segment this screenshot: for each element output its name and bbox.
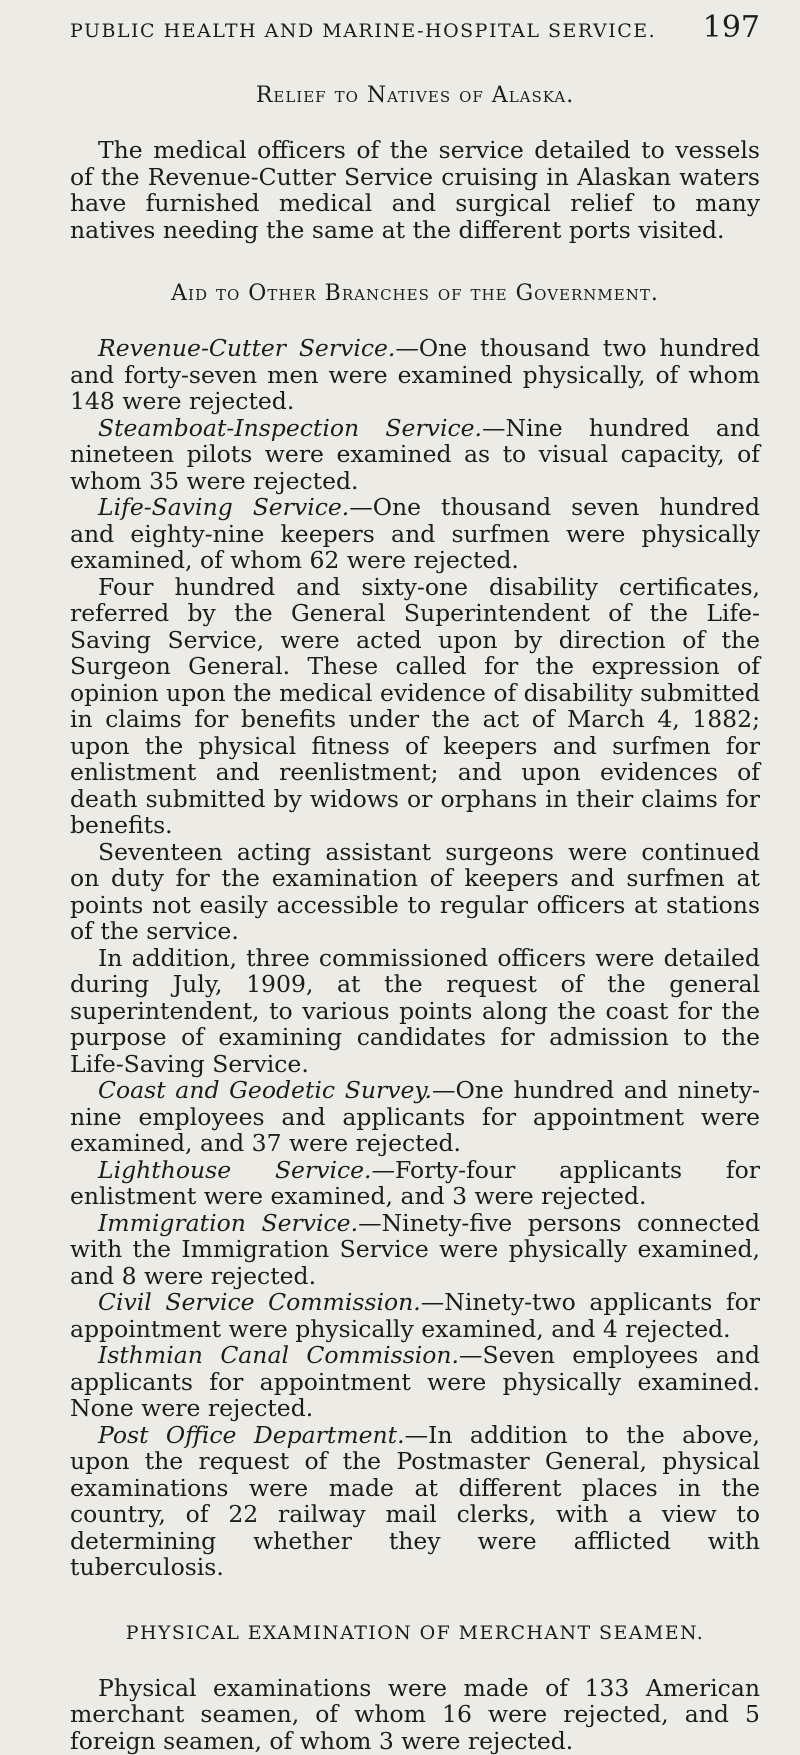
isthmian-text: —Seven employees and applicants for appointment were physically examined. None were rejected. [70, 1341, 760, 1422]
lighthouse-text: —Forty-four applicants for enlistment were examined, and 3 were rejected. [70, 1155, 760, 1210]
life-saving-paragraph [70, 494, 760, 574]
life-saving-text: —One thousand seven hundred and eighty-nine keepers and surfmen were physically examined, of whom 62 were rejected. [70, 493, 760, 574]
immigration-title: Immigration Service. [98, 1208, 359, 1237]
post-office-text: —In addition to the above, upon the request of the Postmaster General, physical examinations were made at different places in the country, of 22 railway mail clerks, with a view to determining whether they were afflicted with tuberculosis. [70, 1420, 761, 1581]
commissioned-officers-paragraph: In addition, three commissioned officers were detailed during July, 1909, at the request of the general superintendent, to various points along the coast for the purpose of examining candidates for admission to the Life-Saving Service. [70, 943, 760, 1078]
revenue-cutter-paragraph [70, 335, 760, 415]
immigration-text: —Ninety-five persons connected with the Immigration Service were physically examined, and 8 were rejected. [70, 1208, 760, 1290]
alaska-heading: Relief to Natives of Alaska. [255, 83, 575, 108]
civil-service-title: Civil Service Commission. [98, 1288, 421, 1316]
page-number: 197 [702, 10, 760, 45]
coast-survey-text: —One hundred and ninety-nine employees and applicants for appointment were examined, and 37 were rejected. [70, 1076, 760, 1157]
life-saving-title: Life-Saving Service. [98, 493, 350, 521]
civil-service-paragraph [70, 1289, 760, 1342]
certificates-paragraph: Four hundred and sixty-one disability certificates, referred by the General Superintendent of the Life-Saving Service, were acted upon by direction of the Surgeon General. These called for the expression of opinion upon the medical evidence of disability submitted in claims for benefits under the act of March 4, 1882; upon the physical fitness of keepers and surfmen for enlistment and reenlistment; and upon evidences of death submitted by widows or orphans in their claims for benefits. [70, 572, 760, 839]
post-office-title: Post Office Department. [98, 1420, 405, 1449]
revenue-cutter-title: Revenue-Cutter Service. [98, 334, 396, 362]
acting-surgeons-paragraph: Seventeen acting assistant surgeons were continued on duty for the examination of keepers and surfmen at points not easily accessible to regular officers at stations of the service. [70, 837, 760, 945]
running-head [70, 10, 760, 45]
steamboat-title: Steamboat-Inspection Service. [98, 413, 483, 442]
isthmian-title: Isthmian Canal Commission. [98, 1341, 460, 1369]
post-office-paragraph [70, 1422, 760, 1581]
civil-service-text: —Ninety-two applicants for appointment were physically examined, and 4 rejected. [70, 1288, 760, 1343]
lighthouse-paragraph [70, 1157, 760, 1210]
alaska-paragraph: The medical officers of the service detailed to vessels of the Revenue-Cutter Service cruising in Alaskan waters have furnished medical and surgical relief to many natives needing the same at the different ports visited. [70, 136, 760, 244]
seamen-paragraph: Physical examinations were made of 133 American merchant seamen, of whom 16 were rejected, and 5 foreign seamen, of whom 3 were rejected. [70, 1673, 760, 1755]
government-heading: Aid to Other Branches of the Government. [171, 281, 659, 306]
revenue-cutter-text: —One thousand two hundred and forty-seven men were examined physically, of whom 148 were rejected. [70, 334, 760, 415]
running-title: PUBLIC HEALTH AND MARINE-HOSPITAL SERVICE. [70, 20, 657, 42]
steamboat-paragraph [70, 415, 760, 495]
steamboat-text: —Nine hundred and nineteen pilots were examined as to visual capacity, of whom 35 were rejected. [70, 413, 761, 495]
lighthouse-title: Lighthouse Service. [98, 1155, 372, 1184]
seamen-heading: PHYSICAL EXAMINATION OF MERCHANT SEAMEN. [125, 1621, 705, 1644]
isthmian-paragraph [70, 1342, 760, 1422]
coast-survey-title: Coast and Geodetic Survey. [98, 1076, 433, 1104]
coast-survey-paragraph [70, 1077, 760, 1157]
immigration-paragraph [70, 1210, 760, 1290]
